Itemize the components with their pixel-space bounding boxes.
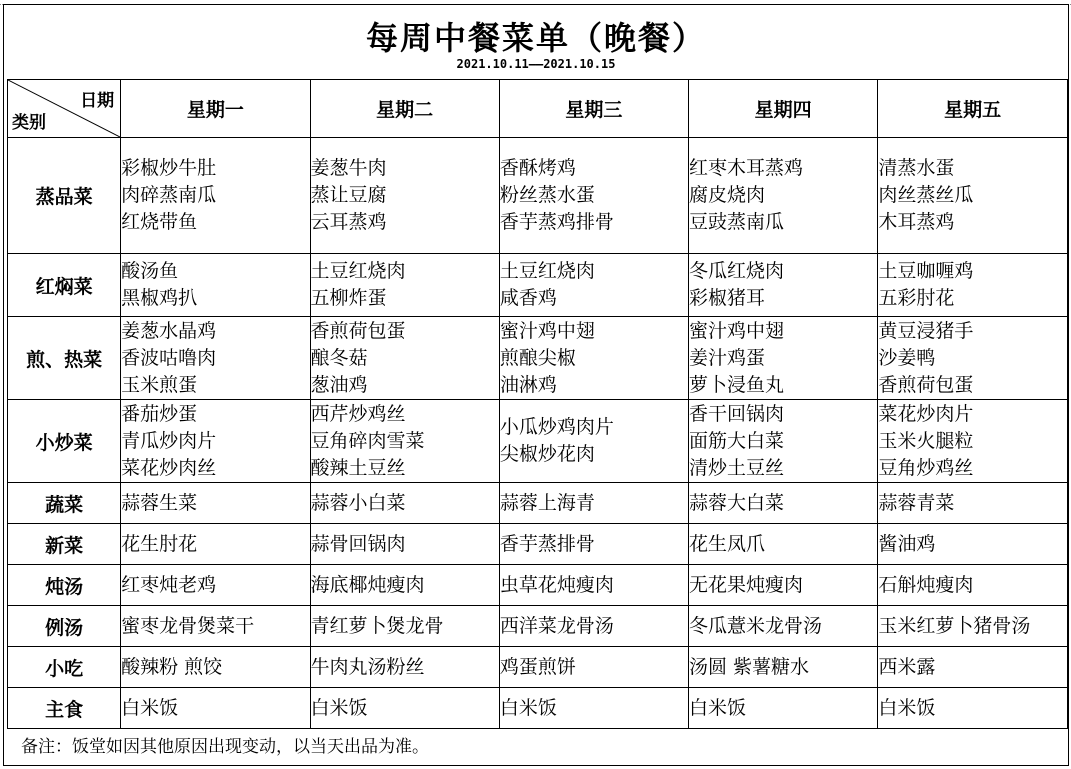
dish-item: 香芋蒸排骨 — [499, 532, 595, 555]
dish-item: 玉米红萝卜猪骨汤 — [878, 614, 1031, 637]
dish-item: 彩椒猪耳 — [689, 287, 766, 309]
dish-cell-tue — [310, 317, 499, 400]
dish-cell-thu — [689, 317, 878, 400]
category-label: 小炒菜 — [8, 400, 121, 483]
dish-item: 咸香鸡 — [499, 287, 557, 309]
dish-item: 红枣木耳蒸鸡 — [689, 157, 804, 179]
dish-cell-fri — [878, 483, 1068, 524]
dish-item: 面筋大白菜 — [689, 429, 785, 452]
dish-cell-fri — [878, 138, 1068, 254]
dish-item: 姜葱牛肉 — [310, 157, 387, 179]
dish-item: 萝卜浸鱼丸 — [689, 373, 785, 396]
dish-item: 冬瓜红烧肉 — [689, 260, 785, 282]
dish-cell-mon — [121, 483, 310, 524]
dish-item: 蜜汁鸡中翅 — [689, 319, 785, 342]
dish-item: 土豆咖喱鸡 — [878, 260, 974, 282]
menu-row — [8, 524, 1068, 565]
dish-item: 尖椒炒花肉 — [499, 443, 595, 465]
corner-cell — [8, 80, 121, 138]
dish-item: 彩椒炒牛肚 — [121, 157, 217, 179]
category-label: 小吃 — [8, 647, 121, 688]
dish-item: 豆豉蒸南瓜 — [689, 211, 785, 233]
dish-item: 肉碎蒸南瓜 — [121, 184, 217, 206]
dish-item: 番茄炒蛋 — [121, 402, 198, 425]
dish-cell-thu — [689, 254, 878, 317]
dish-cell-mon — [121, 606, 310, 647]
dish-item: 香煎荷包蛋 — [310, 319, 406, 342]
dish-item: 海底椰炖瘦肉 — [310, 573, 425, 596]
menu-table — [7, 79, 1068, 729]
day-header-tue: 星期二 — [310, 80, 499, 138]
menu-row — [8, 647, 1068, 688]
dish-item: 香芋蒸鸡排骨 — [499, 211, 614, 233]
dish-item: 冬瓜薏米龙骨汤 — [689, 614, 823, 637]
dish-cell-mon — [121, 688, 310, 729]
dish-item: 汤圆 紫薯糖水 — [689, 655, 810, 678]
dish-item: 蜜汁鸡中翅 — [499, 319, 595, 342]
day-header-wed: 星期三 — [499, 80, 688, 138]
dish-item: 豆角碎肉雪菜 — [310, 429, 425, 452]
day-header-thu: 星期四 — [689, 80, 878, 138]
dish-cell-wed — [499, 647, 688, 688]
dish-item: 白米饭 — [689, 696, 747, 719]
dish-item: 酱油鸡 — [878, 532, 936, 555]
day-header-mon: 星期一 — [121, 80, 310, 138]
dish-item: 姜汁鸡蛋 — [689, 346, 766, 369]
dish-item: 白米饭 — [878, 696, 936, 719]
dish-item: 五柳炸蛋 — [310, 287, 387, 309]
dish-item: 白米饭 — [499, 696, 557, 719]
dish-item: 沙姜鸭 — [878, 346, 936, 369]
dish-cell-wed — [499, 254, 688, 317]
dish-item: 西米露 — [878, 655, 936, 678]
category-label: 红焖菜 — [8, 254, 121, 317]
dish-item: 白米饭 — [121, 696, 179, 719]
date-range: 2021.10.11——2021.10.15 — [456, 57, 616, 71]
dish-item: 酸辣土豆丝 — [310, 456, 406, 479]
dish-cell-mon — [121, 317, 310, 400]
dish-item: 蒸让豆腐 — [310, 184, 387, 206]
dish-cell-thu — [689, 400, 878, 483]
dish-cell-tue — [310, 254, 499, 317]
dish-cell-wed — [499, 400, 688, 483]
dish-cell-mon — [121, 565, 310, 606]
dish-cell-wed — [499, 688, 688, 729]
dish-item: 五彩肘花 — [878, 287, 955, 309]
dish-item: 花生肘花 — [121, 532, 198, 555]
dish-item: 小瓜炒鸡肉片 — [499, 416, 614, 438]
dish-cell-thu — [689, 524, 878, 565]
dish-item: 蒜蓉青菜 — [878, 491, 955, 514]
dish-cell-thu — [689, 647, 878, 688]
dish-item: 葱油鸡 — [310, 373, 368, 396]
dish-item: 清蒸水蛋 — [878, 157, 955, 179]
dish-item: 红烧带鱼 — [121, 211, 198, 233]
dish-item: 虫草花炖瘦肉 — [499, 573, 614, 596]
category-label: 煎、热菜 — [8, 317, 121, 400]
dish-item: 酸汤鱼 — [121, 260, 179, 282]
dish-item: 石斛炖瘦肉 — [878, 573, 974, 596]
header-row — [8, 80, 1068, 138]
dish-item: 香波咕噜肉 — [121, 346, 217, 369]
dish-cell-thu — [689, 138, 878, 254]
dish-item: 腐皮烧肉 — [689, 184, 766, 206]
menu-row — [8, 606, 1068, 647]
dish-cell-tue — [310, 565, 499, 606]
dish-item: 蒜蓉上海青 — [499, 491, 595, 514]
dish-cell-wed — [499, 138, 688, 254]
dish-item: 玉米火腿粒 — [878, 429, 974, 452]
menu-row — [8, 317, 1068, 400]
dish-cell-tue — [310, 524, 499, 565]
dish-cell-wed — [499, 524, 688, 565]
menu-row — [8, 138, 1068, 254]
dish-cell-tue — [310, 688, 499, 729]
category-label: 蒸品菜 — [8, 138, 121, 254]
dish-cell-tue — [310, 647, 499, 688]
dish-item: 菜花炒肉片 — [878, 402, 974, 425]
dish-item: 蒜蓉小白菜 — [310, 491, 406, 514]
dish-cell-fri — [878, 317, 1068, 400]
menu-row — [8, 565, 1068, 606]
dish-item: 酿冬菇 — [310, 346, 368, 369]
dish-item: 黑椒鸡扒 — [121, 287, 198, 309]
dish-item: 牛肉丸汤粉丝 — [310, 655, 425, 678]
dish-item: 香酥烤鸡 — [499, 157, 576, 179]
dish-item: 玉米煎蛋 — [121, 373, 198, 396]
dish-item: 酸辣粉 煎饺 — [121, 655, 223, 678]
menu-body — [8, 138, 1068, 729]
day-header-fri: 星期五 — [878, 80, 1068, 138]
dish-cell-wed — [499, 317, 688, 400]
corner-category-label: 类别 — [12, 113, 46, 133]
dish-item: 青红萝卜煲龙骨 — [310, 614, 444, 637]
menu-sheet — [3, 4, 1069, 766]
dish-item: 菜花炒肉丝 — [121, 456, 217, 479]
dish-cell-thu — [689, 606, 878, 647]
dish-item: 蒜骨回锅肉 — [310, 532, 406, 555]
dish-item: 鸡蛋煎饼 — [499, 655, 576, 678]
dish-item: 粉丝蒸水蛋 — [499, 184, 595, 206]
dish-item: 木耳蒸鸡 — [878, 211, 955, 233]
footer-note: 备注：饭堂如因其他原因出现变动，以当天出品为准。 — [21, 737, 429, 757]
dish-cell-tue — [310, 483, 499, 524]
dish-cell-mon — [121, 524, 310, 565]
category-label: 炖汤 — [8, 565, 121, 606]
dish-item: 土豆红烧肉 — [499, 260, 595, 282]
dish-cell-thu — [689, 688, 878, 729]
dish-item: 白米饭 — [310, 696, 368, 719]
category-label: 新菜 — [8, 524, 121, 565]
page-title: 每周中餐菜单（晚餐） — [365, 19, 706, 57]
dish-cell-tue — [310, 400, 499, 483]
dish-item: 青瓜炒肉片 — [121, 429, 217, 452]
dish-cell-tue — [310, 138, 499, 254]
dish-cell-fri — [878, 565, 1068, 606]
dish-item: 煎酿尖椒 — [499, 346, 576, 369]
dish-item: 无花果炖瘦肉 — [689, 573, 804, 596]
dish-cell-wed — [499, 483, 688, 524]
dish-item: 肉丝蒸丝瓜 — [878, 184, 974, 206]
dish-item: 油淋鸡 — [499, 373, 557, 396]
dish-cell-wed — [499, 606, 688, 647]
menu-row — [8, 400, 1068, 483]
dish-item: 香干回锅肉 — [689, 402, 785, 425]
menu-row — [8, 254, 1068, 317]
dish-item: 蒜蓉生菜 — [121, 491, 198, 514]
menu-row — [8, 688, 1068, 729]
dish-item: 花生凤爪 — [689, 532, 766, 555]
dish-cell-fri — [878, 524, 1068, 565]
dish-cell-fri — [878, 647, 1068, 688]
dish-item: 土豆红烧肉 — [310, 260, 406, 282]
dish-item: 西芹炒鸡丝 — [310, 402, 406, 425]
dish-item: 豆角炒鸡丝 — [878, 456, 974, 479]
dish-cell-mon — [121, 400, 310, 483]
dish-cell-wed — [499, 565, 688, 606]
dish-item: 清炒土豆丝 — [689, 456, 785, 479]
category-label: 主食 — [8, 688, 121, 729]
category-label: 例汤 — [8, 606, 121, 647]
dish-cell-fri — [878, 400, 1068, 483]
dish-item: 蜜枣龙骨煲菜干 — [121, 614, 255, 637]
dish-cell-tue — [310, 606, 499, 647]
dish-cell-thu — [689, 565, 878, 606]
dish-cell-mon — [121, 138, 310, 254]
dish-cell-thu — [689, 483, 878, 524]
dish-cell-fri — [878, 254, 1068, 317]
category-label: 蔬菜 — [8, 483, 121, 524]
dish-cell-mon — [121, 254, 310, 317]
dish-item: 蒜蓉大白菜 — [689, 491, 785, 514]
dish-cell-fri — [878, 688, 1068, 729]
menu-row — [8, 483, 1068, 524]
dish-item: 黄豆浸猪手 — [878, 319, 974, 342]
dish-item: 云耳蒸鸡 — [310, 211, 387, 233]
corner-date-label: 日期 — [80, 91, 115, 111]
dish-cell-mon — [121, 647, 310, 688]
dish-item: 红枣炖老鸡 — [121, 573, 217, 596]
dish-item: 西洋菜龙骨汤 — [499, 614, 614, 637]
dish-cell-fri — [878, 606, 1068, 647]
dish-item: 姜葱水晶鸡 — [121, 319, 217, 342]
dish-item: 香煎荷包蛋 — [878, 373, 974, 396]
